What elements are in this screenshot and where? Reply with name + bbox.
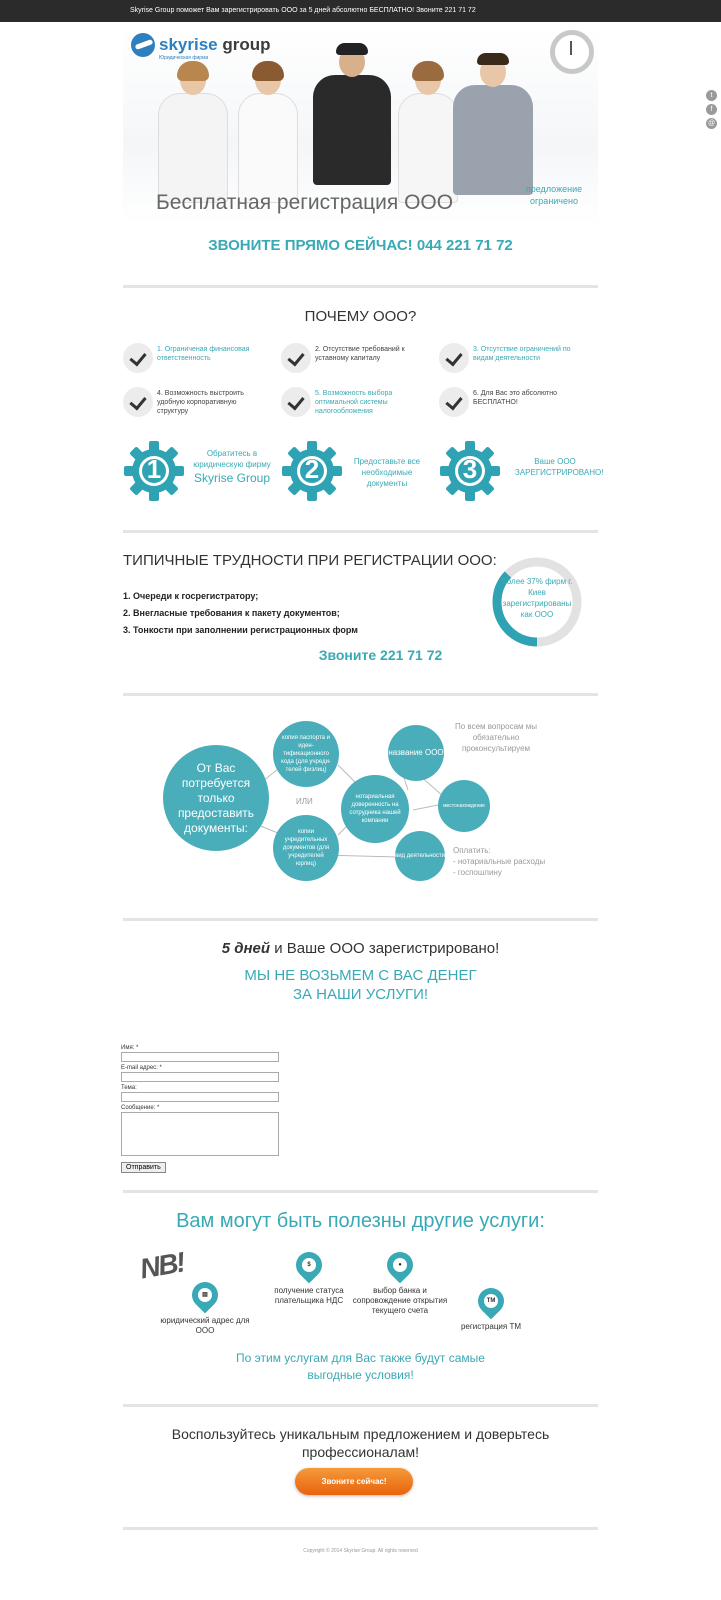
difficulty-item: 3. Тонкости при заполнении регистрационных форм [123, 625, 358, 635]
difficulty-item: 1. Очереди к госрегистратору; [123, 591, 259, 601]
five-days-heading [123, 940, 598, 957]
cta-text: Воспользуйтесь уникальным предложением и доверьтесь профессионалам! [171, 1426, 550, 1460]
no-fee-heading: МЫ НЕ ВОЗЬМЕМ С ВАС ДЕНЕГ ЗА НАШИ УСЛУГИ! [244, 967, 477, 1003]
step-number: 1 [146, 454, 162, 484]
service-label: выбор банка и сопровождение открытия текущего счета [352, 1286, 448, 1315]
reason-item [123, 340, 273, 374]
reason-item [439, 340, 589, 374]
hero-title: Бесплатная регистрация ООО [156, 191, 454, 214]
reason-text: 5. Возможность выбора оптимальной системы налогообложения [315, 390, 393, 415]
name-label: Имя: * [121, 1045, 139, 1051]
reason-item [281, 340, 431, 374]
message-textarea[interactable] [121, 1112, 279, 1156]
step-desc: Обратитесь в юридическую фирму [193, 449, 271, 469]
payment-note: Оплатить: - нотариальные расходы - госпошлину [453, 846, 546, 877]
other-services-title: Вам могут быть полезны другие услуги: [176, 1210, 545, 1232]
difficulty-item: 2. Внегласные требования к пакету документов; [123, 608, 340, 618]
footer-copyright: Copyright © 2014 Skyrise Group. All rights reserved [303, 1548, 418, 1554]
consult-note: По всем вопросам мы обязательно проконсультируем [454, 722, 537, 753]
twitter-icon[interactable]: t [706, 90, 717, 101]
documents-diagram [123, 705, 598, 905]
reason-text: 6. Для Вас это абсолютно БЕСПЛАТНО! [473, 390, 558, 406]
logo-brand: skyrise [159, 35, 218, 54]
nb-mark: NB! [137, 1246, 187, 1285]
team-photo-person [398, 65, 458, 203]
main-documents-bubble: От Вас потребуется только предоставить документы: [163, 745, 269, 851]
divider [123, 530, 598, 533]
call-now-button[interactable]: Звоните сейчас! [295, 1468, 413, 1495]
service-legal-address [150, 1282, 260, 1336]
divider [123, 918, 598, 921]
divider [123, 1404, 598, 1407]
reason-text: 3. Отсутствие ограничений по видам деятельности [473, 346, 571, 362]
reasons-grid [123, 340, 598, 420]
money-icon: $ [291, 1247, 328, 1284]
company-name-bubble: название ООО [388, 725, 444, 781]
contact-form [121, 1042, 281, 1173]
difficulties-title: ТИПИЧНЫЕ ТРУДНОСТИ ПРИ РЕГИСТРАЦИИ ООО: [123, 552, 497, 569]
step-brand: Skyrise Group [193, 471, 271, 485]
notary-bubble: нотариальная доверенность на сотрудника нашей компании [341, 775, 409, 843]
team-photo-person [238, 65, 298, 203]
check-icon [439, 387, 469, 417]
logo-subtitle: Юридическая фирма [159, 55, 209, 61]
divider [123, 1190, 598, 1193]
why-title: ПОЧЕМУ ООО? [304, 308, 417, 325]
service-trademark [436, 1288, 546, 1332]
step-number: 3 [462, 454, 478, 484]
logo-brand-suffix: group [217, 35, 271, 54]
five-days-rest: и Ваше ООО зарегистрировано! [270, 940, 500, 957]
email-icon[interactable]: @ [707, 120, 716, 127]
submit-button[interactable]: Отправить [121, 1162, 166, 1173]
reason-text: 1. Ограниченая финансовая ответственность [157, 346, 250, 362]
reason-item [281, 384, 431, 418]
hero-banner [123, 25, 598, 225]
email-label: E-mail адрес: * [121, 1065, 162, 1071]
reason-item [123, 384, 273, 418]
name-input[interactable] [121, 1052, 279, 1062]
divider [123, 693, 598, 696]
check-icon [123, 343, 153, 373]
divider [123, 285, 598, 288]
or-label: ИЛИ [296, 797, 313, 806]
document-icon: ▤ [187, 1277, 224, 1314]
top-announcement-bar [0, 0, 721, 22]
location-bubble: местонахождение [438, 780, 490, 832]
logo[interactable] [131, 33, 271, 57]
activity-bubble: вид деятельности [395, 831, 445, 881]
difficulties-list [123, 588, 358, 639]
donut-text: Более 37% фирм г. Киев зарегистрированы как ООО [501, 577, 573, 619]
reason-text: 2. Отсутствие требований к уставному капиталу [315, 346, 405, 362]
check-icon [439, 343, 469, 373]
message-label: Сообщение: * [121, 1105, 160, 1111]
check-icon [123, 387, 153, 417]
call-phone-text: Звоните 221 71 72 [318, 647, 443, 663]
announcement-text: Skyrise Group поможет Вам зарегистрировать ООО за 5 дней абсолютно БЕСПЛАТНО! Звоните 221 71 72 [130, 7, 476, 14]
team-photo-person [453, 57, 533, 195]
services-note: По этим услугам для Вас также будут самые выгодные условия! [236, 1351, 485, 1382]
founding-docs-bubble: копии учредительных документов (для учредителей юрлиц) [273, 815, 339, 881]
step-3 [439, 440, 604, 504]
check-icon [281, 343, 311, 373]
service-label: получение статуса плательщика НДС [274, 1286, 344, 1305]
reason-text: 4. Возможность выстроить удобную корпоративную структуру [157, 390, 244, 415]
social-links [706, 90, 717, 129]
limited-offer-note: предложение ограничено [525, 184, 583, 206]
step-number: 2 [304, 454, 320, 484]
step-2 [281, 440, 441, 504]
logo-mark-icon [131, 33, 155, 57]
step-text: Предоставьте все необходимые документы [353, 457, 421, 488]
step-1 [123, 440, 283, 504]
reason-item [439, 384, 589, 418]
trademark-icon: TM [473, 1283, 510, 1320]
service-label: юридический адрес для ООО [160, 1316, 250, 1335]
subject-input[interactable] [121, 1092, 279, 1102]
subject-label: Тема: [121, 1085, 137, 1091]
registration-steps [123, 440, 604, 504]
passport-bubble: копия паспорта и иден-тификационного кода (для учреди-телей физлиц) [273, 721, 339, 787]
step-text: Ваше ООО ЗАРЕГИСТРИРОВАНО! [515, 457, 604, 477]
piggy-bank-icon: ● [382, 1247, 419, 1284]
email-input[interactable] [121, 1072, 279, 1082]
call-now-heading: ЗВОНИТЕ ПРЯМО СЕЙЧАС! 044 221 71 72 [208, 237, 513, 254]
team-photo-person [313, 47, 391, 185]
team-photo-person [158, 65, 228, 203]
facebook-icon[interactable]: f [706, 104, 717, 115]
step-text [191, 448, 273, 486]
stopwatch-icon [550, 30, 594, 74]
check-icon [281, 387, 311, 417]
percent-donut-chart [491, 556, 583, 648]
service-label: регистрация ТМ [460, 1322, 521, 1331]
divider [123, 1527, 598, 1530]
five-days-bold: 5 дней [221, 940, 271, 957]
